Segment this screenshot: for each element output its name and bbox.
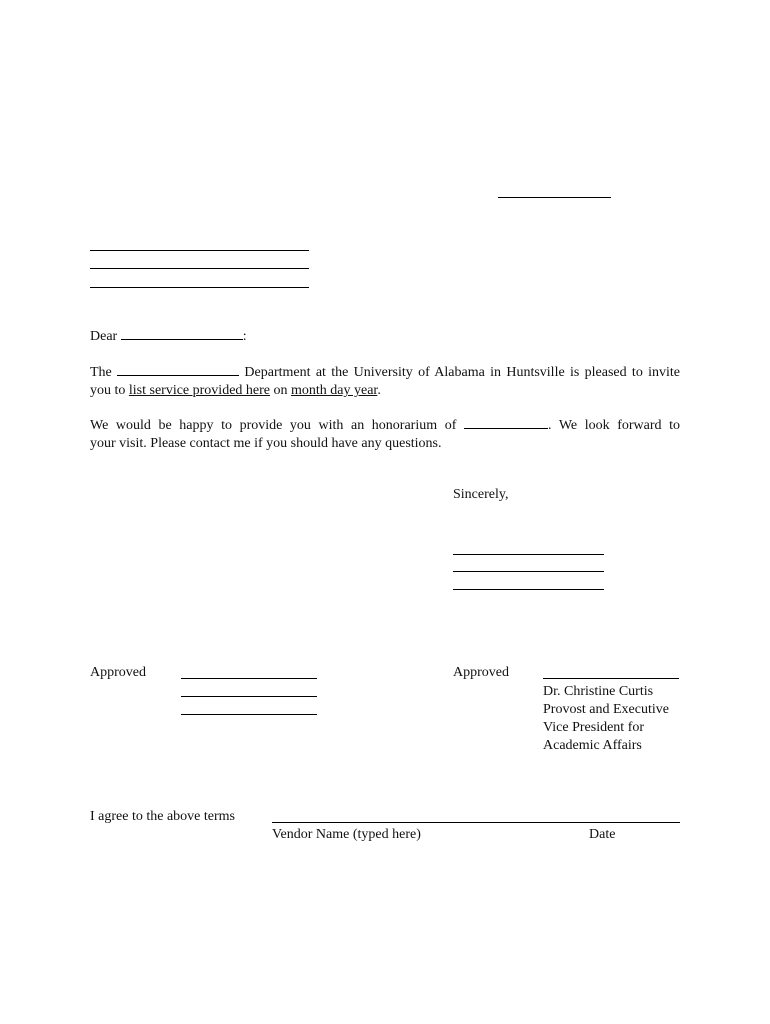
provost-name: Dr. Christine Curtis: [543, 684, 654, 699]
provost-title-1: Provost and Executive: [543, 702, 669, 717]
approved-right-label: Approved: [453, 665, 509, 680]
address-line-1: [90, 250, 309, 251]
date-line: [498, 197, 611, 198]
approved-right-line: [543, 678, 679, 679]
provost-title-2: Vice President for: [543, 720, 645, 735]
honorarium-paragraph: [90, 415, 680, 453]
vendor-name-label: Vendor Name (typed here): [272, 827, 421, 842]
department-blank: [117, 362, 239, 376]
signature-line-1: [453, 554, 604, 555]
approved-left-line-2: [181, 696, 317, 697]
salutation-text: Dear: [90, 329, 118, 344]
invitation-paragraph: [90, 362, 680, 400]
provost-title-3: Academic Affairs: [543, 738, 642, 753]
honorarium-line-2: your visit. Please contact me if you should have any questions.: [90, 436, 442, 451]
vendor-signature-line: [272, 822, 680, 823]
date-field: month day year: [291, 383, 378, 398]
approved-left-label: Approved: [90, 665, 146, 680]
salutation-colon: :: [242, 329, 247, 344]
approved-left-line-3: [181, 714, 317, 715]
approved-left-line-1: [181, 678, 317, 679]
date-label: Date: [589, 827, 616, 842]
signature-line-2: [453, 571, 604, 572]
honorarium-blank: [464, 415, 548, 429]
address-line-2: [90, 268, 309, 269]
invitation-line-1: The Department at the University of Alabama in Huntsville is pleased to invite: [90, 362, 680, 382]
address-line-3: [90, 287, 309, 288]
invitation-line-2: you to list service provided here on month day year.: [90, 383, 381, 398]
honorarium-line-1: We would be happy to provide you with an honorarium of . We look forward to: [90, 415, 680, 435]
recipient-name-blank: [121, 326, 243, 340]
agree-text: I agree to the above terms: [90, 809, 235, 824]
service-field: list service provided here: [128, 383, 271, 398]
signature-line-3: [453, 589, 604, 590]
closing: Sincerely,: [453, 487, 509, 502]
salutation: [90, 326, 247, 346]
